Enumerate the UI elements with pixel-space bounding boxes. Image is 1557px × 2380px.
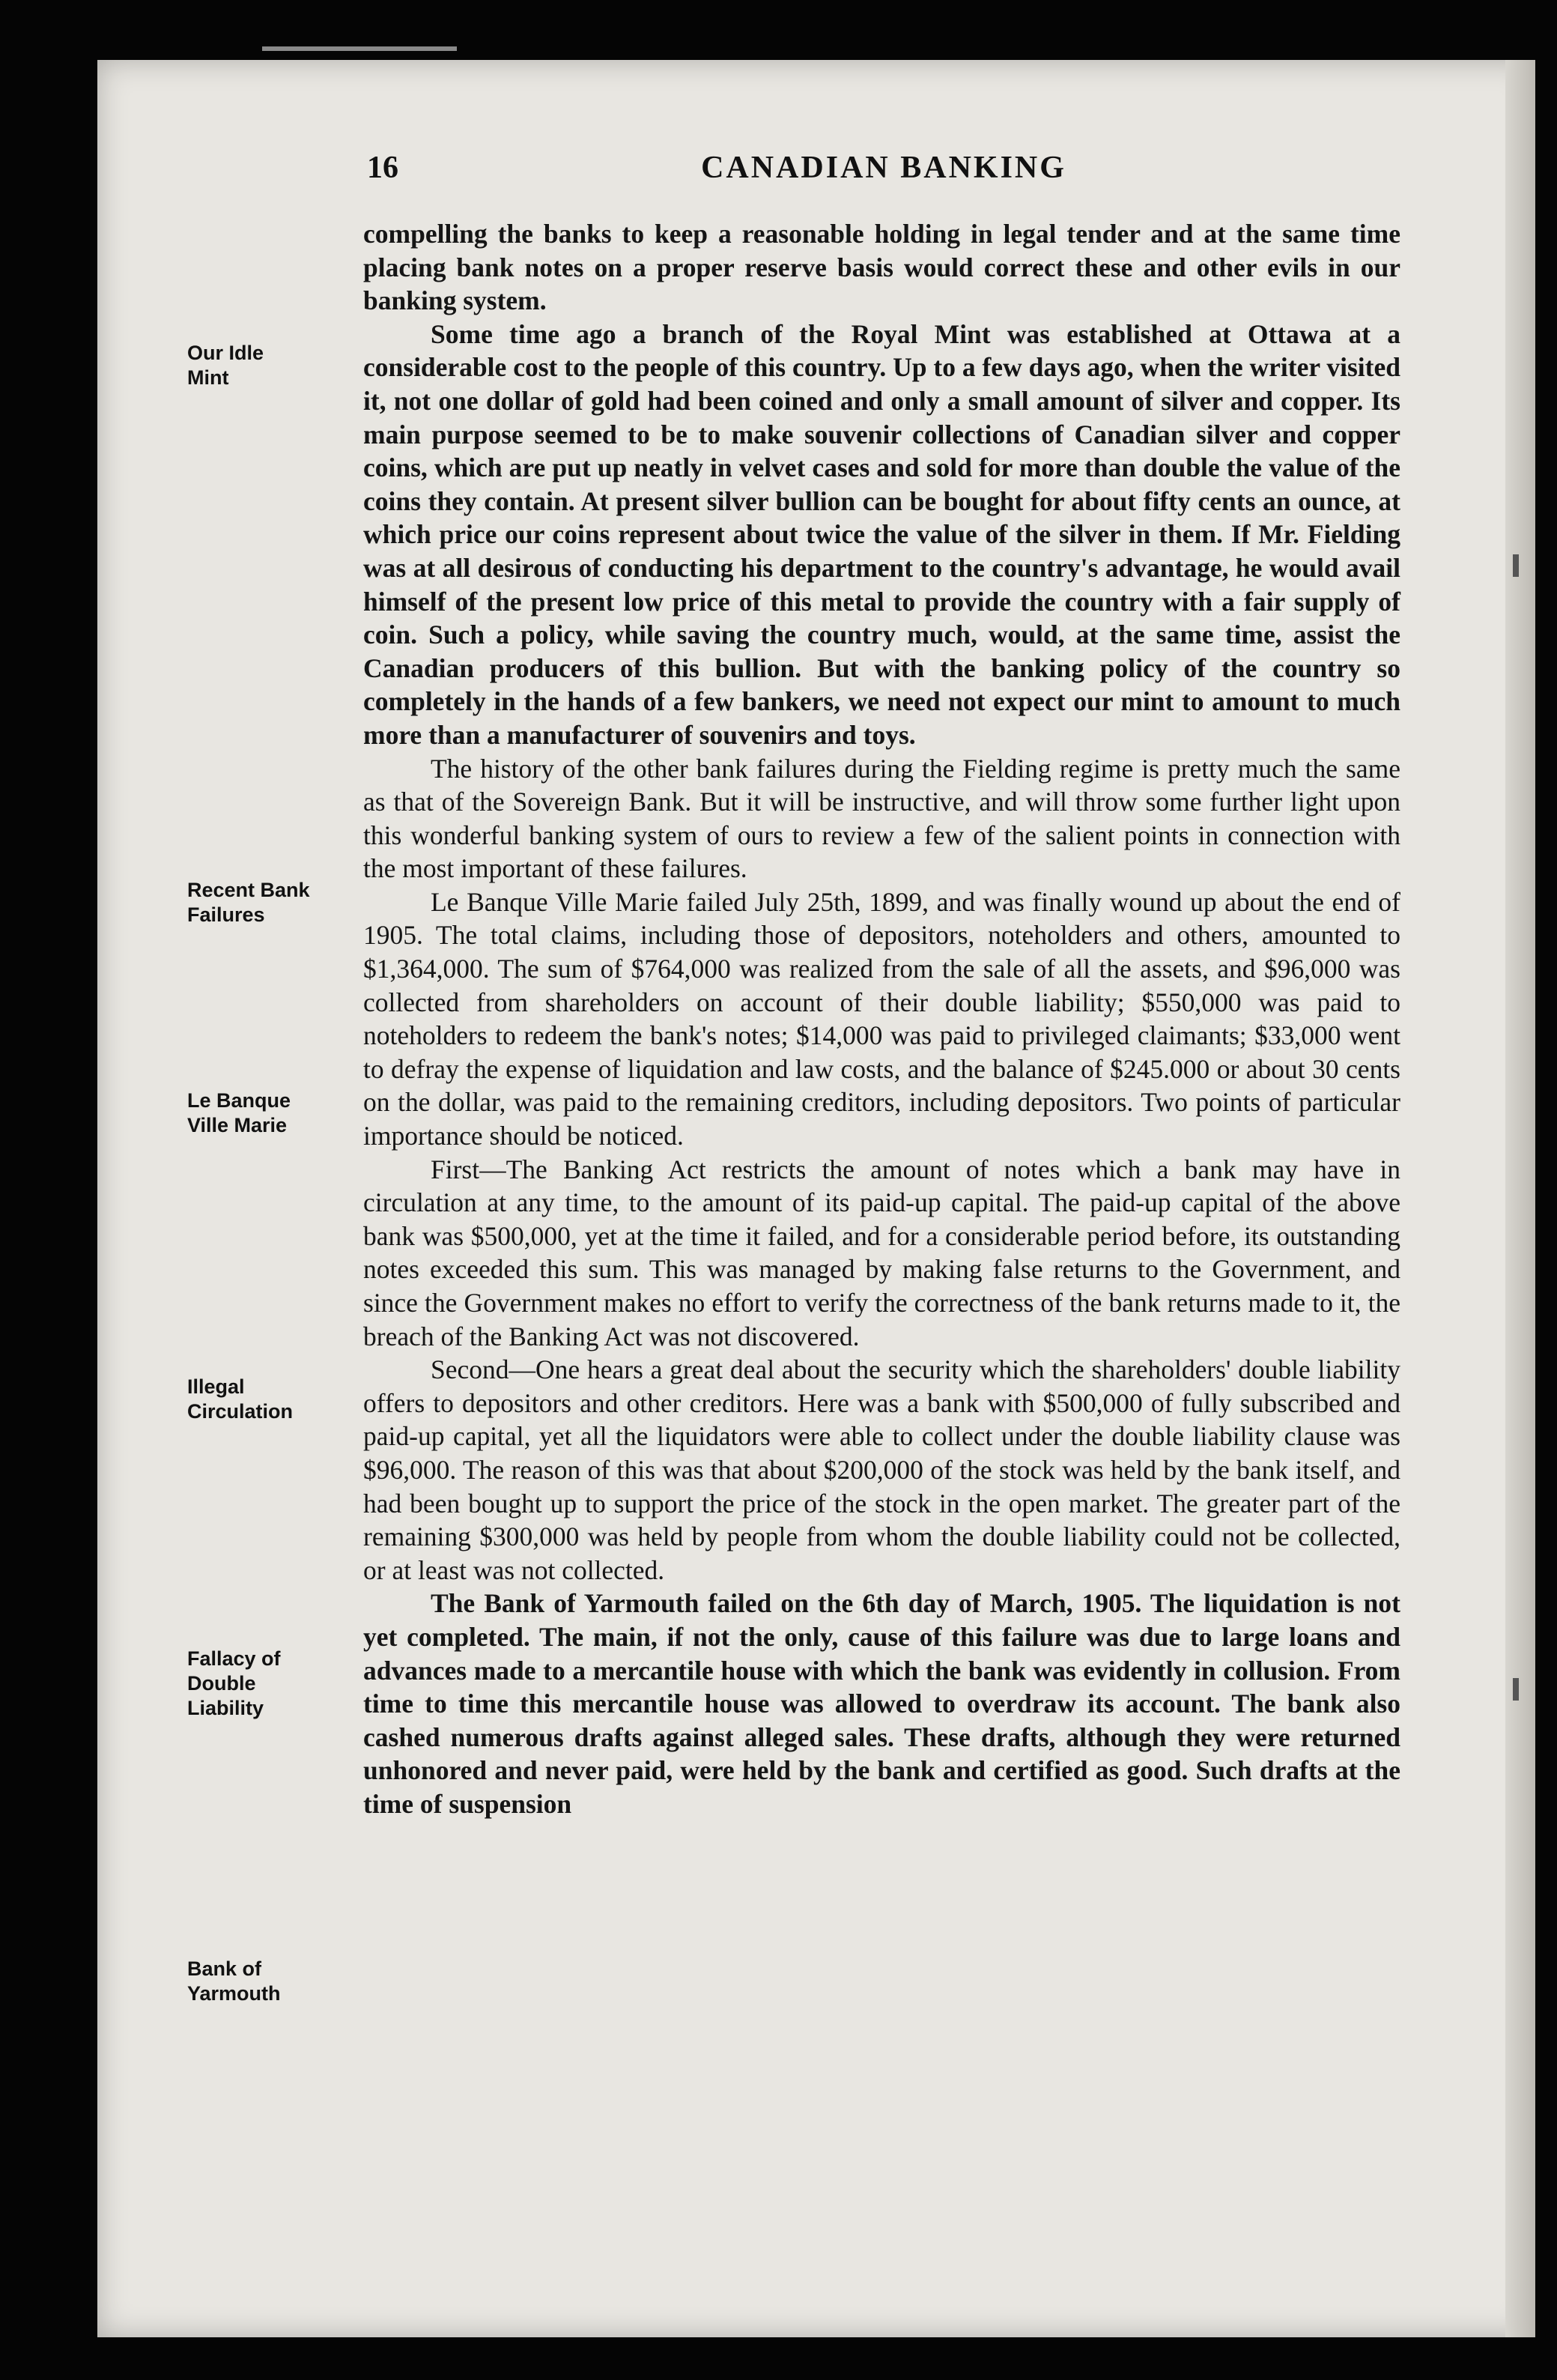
scan-artifact [1513,554,1519,577]
running-head: CANADIAN BANKING [701,151,1066,185]
paragraph: Le Banque Ville Marie failed July 25th, 1899, and was finally wound up about the end of 1905. The total claims, including those of depositors, noteholders and others, amounted to $1,364,000. The sum of $764,000 was realized from the sale of all the assets, and $96,000 was collected from shareholders on account of their double liability; $550,000 was paid to noteholders to redeem the bank's notes; $14,000 was paid to privileged claimants; $33,000 went to defray the expense of liquidation and law costs, and the balance of $245.000 or about 30 cents on the dollar, was paid to the remaining creditors, including depositors. Two points of particular importance should be noticed. [363,886,1400,1151]
margin-note-recent-bank-failures [187,878,359,927]
margin-note-line: Le Banque [187,1089,291,1112]
margin-note-line: Illegal [187,1375,245,1398]
margin-note-bank-of-yarmouth [187,1957,359,2006]
margin-note-line: Liability [187,1697,264,1719]
paragraph: Some time ago a branch of the Royal Mint was established at Ottawa at a considerable cost to the people of this country. Up to a few days ago, when the writer visited it, not one dollar of gold had been coined and only a small amount of silver and copper. Its main purpose seemed to be to make souvenir collections of Canadian silver and copper coins, which are put up neatly in velvet cases and sold for more than double the value of the coins they contain. At present silver bullion can be bought for about fifty cents an ounce, at which price our coins represent about twice the value of the silver in them. If Mr. Fielding was at all desirous of conducting his department to the country's advantage, he would avail himself of the present low price of this metal to provide the country with a fair supply of coin. Such a policy, while saving the country much, would, at the same time, assist the Canadian producers of this bullion. But with the banking policy of the country so completely in the hands of a few bankers, we need not expect our mint to amount to much more than a manufacturer of souvenirs and toys. [363,318,1400,750]
margin-note-illegal-circulation [187,1375,359,1424]
page-number: 16 [367,151,398,185]
paragraph: compelling the banks to keep a reasonable holding in legal tender and at the same time placing bank notes on a proper reserve basis would correct these and other evils in our banking system. [363,219,1400,316]
margin-note-line: Bank of [187,1957,262,1980]
page-edge [1505,60,1535,2337]
scan-artifact [262,46,457,51]
margin-note-le-banque-ville-marie [187,1088,359,1138]
margin-note-line: Mint [187,366,229,389]
paragraph: Second—One hears a great deal about the security which the shareholders' double liability offers to depositors and other creditors. Here was a bank with $500,000 of fully subscribed and paid-up capital, yet all the liquidators were able to collect under the double liability clause was $96,000. The reason of this was that about $200,000 of the stock was held by the bank itself, and had been bought up to support the price of the stock in the open market. The greater part of the remaining $300,000 was held by people from whom the double liability could not be collected, or at least was not collected. [363,1354,1400,1585]
margin-note-line: Recent Bank [187,879,310,901]
paragraph: First—The Banking Act restricts the amount of notes which a bank may have in circulation at any time, to the amount of its paid-up capital. The paid-up capital of the above bank was $500,000, yet at the time it failed, and for a considerable period before, its outstanding notes exceeded this sum. This was managed by making false returns to the Government, and since the Government makes no effort to verify the correctness of the bank returns made to it, the breach of the Banking Act was not discovered. [363,1154,1400,1351]
paragraph: The history of the other bank failures during the Fielding regime is pretty much the same as that of the Sovereign Bank. But it will be instructive, and will throw some further light upon this wonderful banking system of ours to review a few of the salient points in connection with the most important of these failures. [363,753,1400,884]
paragraph: The Bank of Yarmouth failed on the 6th day of March, 1905. The liquidation is not yet completed. The main, if not the only, cause of this failure was due to large loans and advances made to a mercantile house with which the bank was evidently in collusion. From time to time this mercantile house was allowed to overdraw its account. The bank also cashed numerous drafts against alleged sales. These drafts, although they were returned unhonored and never paid, were held by the bank and certified as good. Such drafts at the time of suspension [363,1588,1400,1819]
margin-note-line: Failures [187,903,265,926]
margin-note-line: Fallacy of [187,1647,281,1670]
scan-artifact [1513,1678,1519,1701]
margin-note-fallacy-double-liability [187,1647,359,1721]
margin-note-line: Yarmouth [187,1982,281,2005]
margin-note-line: Double [187,1672,256,1695]
page-header [367,150,1400,195]
margin-note-our-idle-mint [187,341,359,390]
body-text [363,217,1400,1821]
margin-note-line: Ville Marie [187,1114,288,1136]
margin-note-line: Our Idle [187,342,264,364]
margin-note-line: Circulation [187,1400,294,1423]
